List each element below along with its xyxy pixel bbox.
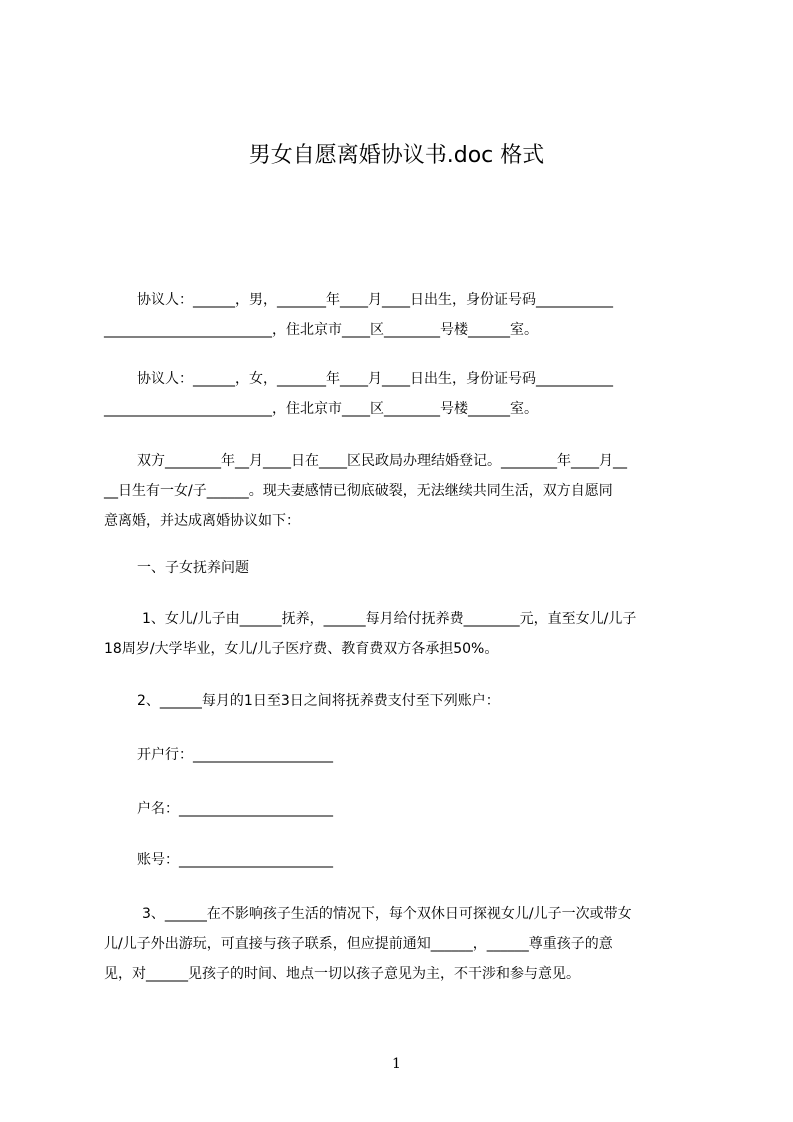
paragraph-party-female: [104, 364, 708, 424]
text-line: 户名：______________________: [137, 801, 333, 817]
text-line: 开户行：____________________: [137, 747, 333, 763]
text-line: 意离婚，并达成离婚协议如下：: [104, 513, 300, 529]
text-line: 儿/儿子外出游玩，可直接与孩子联系，但应提前通知______，______尊重孩子的意: [104, 936, 613, 952]
field-account-name: [104, 794, 708, 824]
text-line: 双方________年__月____日在____区民政局办理结婚登记。________年____月__: [137, 453, 627, 469]
text-line: 3、______在不影响孩子生活的情况下，每个双休日可探视女儿/儿子一次或带女: [142, 906, 632, 922]
text-line: 一、子女抚养问题: [137, 560, 249, 576]
field-bank: [104, 740, 708, 770]
paragraph-marriage-info: [104, 446, 708, 536]
text-line: 协议人：______，女，_______年____月____日出生，身份证号码___________: [137, 371, 613, 387]
text-line: 18周岁/大学毕业，女儿/儿子医疗费、教育费双方各承担50%。: [104, 641, 499, 657]
text-line: ________________________，住北京市____区________号楼______室。: [104, 401, 538, 417]
text-line: 协议人：______，男，_______年____月____日出生，身份证号码___________: [137, 292, 613, 308]
field-account-number: [104, 845, 708, 875]
page-number: 1: [392, 1056, 401, 1072]
text-line: 2、______每月的1日至3日之间将抚养费支付至下列账户：: [137, 693, 500, 709]
clause-2: [104, 686, 708, 716]
document-title: 男女自愿离婚协议书.doc 格式: [248, 143, 545, 168]
text-line: 1、女儿/儿子由______抚养，______每月给付抚养费________元，直至女儿/儿子: [142, 611, 637, 627]
clause-3: [104, 899, 708, 989]
clause-1: [104, 604, 708, 664]
text-line: 账号：______________________: [137, 852, 333, 868]
paragraph-party-male: [104, 285, 708, 345]
section-heading-child-custody: [104, 553, 708, 583]
text-line: 见，对______见孩子的时间、地点一切以孩子意见为主，不干涉和参与意见。: [104, 966, 580, 982]
text-line: ________________________，住北京市____区________号楼______室。: [104, 322, 538, 338]
text-line: __日生有一女/子______。现夫妻感情已彻底破裂，无法继续共同生活，双方自愿同: [104, 483, 613, 499]
